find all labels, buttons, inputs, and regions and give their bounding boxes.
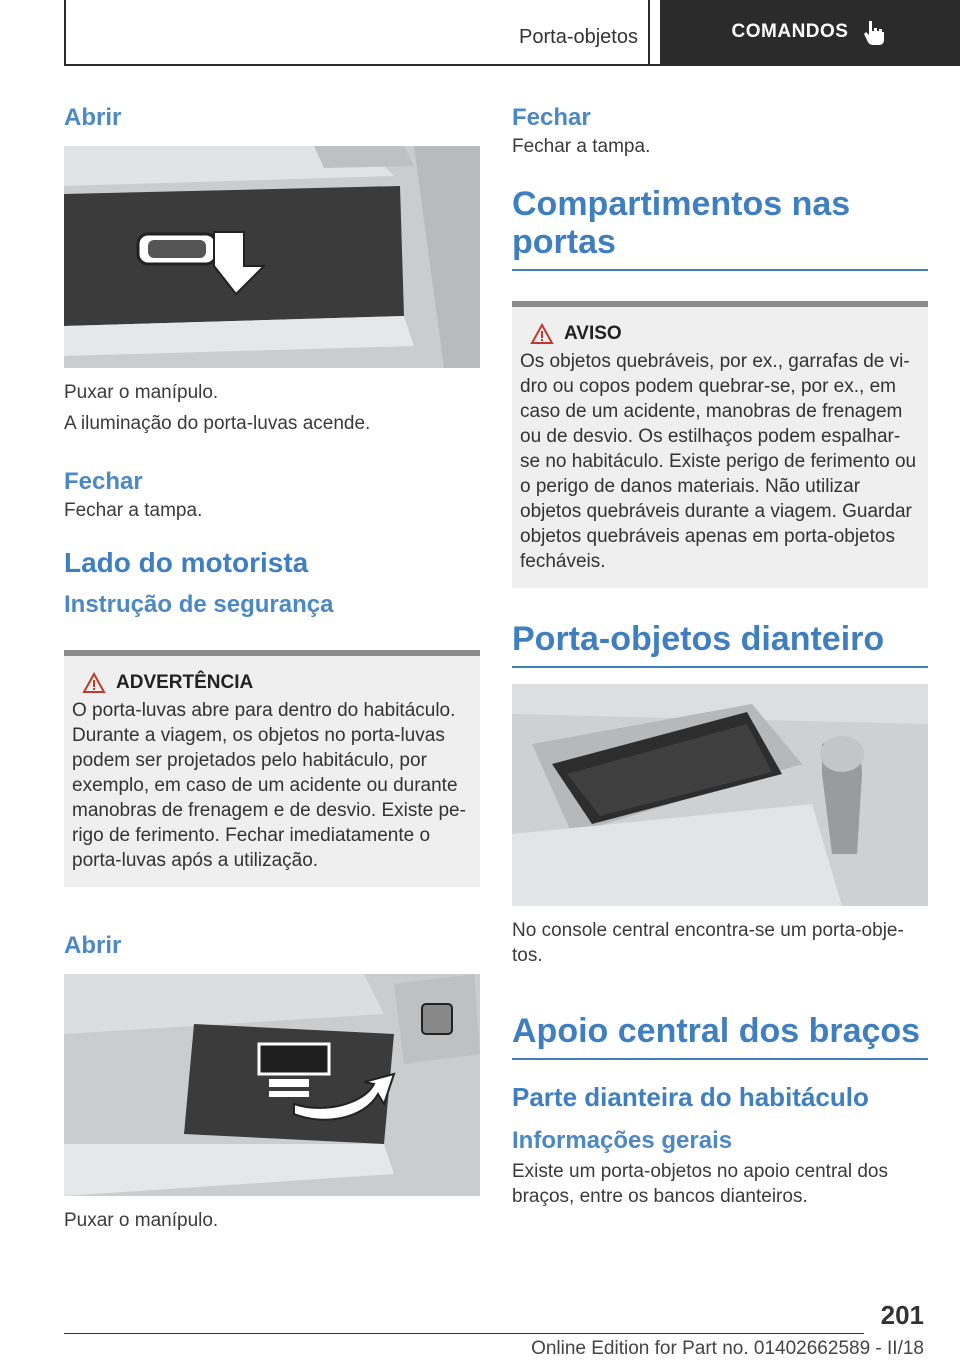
header-rule [64,64,960,66]
heading-lado-motorista: Lado do motorista [64,547,309,578]
heading-abrir-2: Abrir [64,932,122,959]
heading-porta-objetos-dianteiro: Porta-objetos dianteiro [512,620,928,668]
text-fechar-2: Fechar a tampa. [512,136,651,157]
right-text-block-console [512,918,928,1209]
warning-box-aviso [512,301,928,588]
header-section-title: Porta-objetos [519,26,638,48]
heading-parte-dianteira: Parte dianteira do habitáculo [512,1082,869,1112]
left-text-block-1 [64,380,480,619]
warning-title-row [82,672,472,694]
left-text-block-2 [64,1208,480,1233]
footer-rule [64,1333,864,1334]
page-number: 201 [880,1300,924,1330]
warning-triangle-icon [82,672,106,694]
warning-body: O porta-luvas abre para dentro do habitáculo. Durante a viagem, os objetos no porta-luvas podem ser projetados pelo habitáculo, por exemplo, em caso de um acidente ou durante manobras de frenagem e de desvio. Existe pe-rigo de ferimento. Fechar imediatamente o porta-luvas após a utilização. [72,700,466,871]
warning-body-aviso: Os objetos quebráveis, por ex., garrafas de vi-dro ou copos podem quebrar-se, por ex., em caso de um acidente, manobras de frenagem ou de desvio. Os estilhaços podem espalhar-se no habitáculo. Existe perigo de ferimento ou o perigo de danos materiais. Não utilizar objetos quebráveis durante a viagem. Guardar objetos quebráveis apenas em porta-objetos fecháveis. [520,351,917,572]
heading-compartimentos-portas: Compartimentos nas portas [512,185,928,271]
heading-apoio-central: Apoio central dos braços [512,1012,928,1060]
heading-abrir: Abrir [64,104,122,131]
header-chapter-tab [660,0,960,64]
text-console: No console central encontra-se um porta-obje-tos. [512,920,904,966]
text-puxar-2: Puxar o manípulo. [64,1210,219,1231]
warning-title-aviso: AVISO [564,323,622,344]
header-chapter-label: COMANDOS [731,21,849,42]
footer-edition: Online Edition for Part no. 01402662589 - II/18 [531,1338,924,1359]
heading-informacoes-gerais: Informações gerais [512,1127,733,1154]
warning-box-advertencia [64,650,480,887]
left-column [64,104,480,132]
warning-title: ADVERTÊNCIA [116,672,254,693]
header-mid-rule [648,0,650,66]
right-heading-dianteiro [512,620,928,668]
hand-pointer-icon [860,18,888,46]
heading-instrucao-seguranca: Instrução de segurança [64,591,334,618]
left-heading-abrir-2 [64,932,480,960]
heading-fechar-2: Fechar [512,104,591,131]
warning-title-row-aviso [530,323,920,345]
text-iluminacao: A iluminação do porta-luvas acende. [64,413,371,434]
text-fechar-1: Fechar a tampa. [64,500,203,521]
glovebox-driver-open-illustration [64,974,480,1196]
glovebox-open-illustration [64,146,480,368]
text-informacoes: Existe um porta-objetos no apoio central dos braços, entre os bancos dianteiros. [512,1161,888,1207]
text-puxar-1: Puxar o manípulo. [64,382,219,403]
header-left-rule [64,0,66,66]
warning-triangle-icon [530,323,554,345]
heading-fechar-1: Fechar [64,468,143,495]
center-console-tray-illustration [512,684,928,906]
right-column [512,104,928,271]
